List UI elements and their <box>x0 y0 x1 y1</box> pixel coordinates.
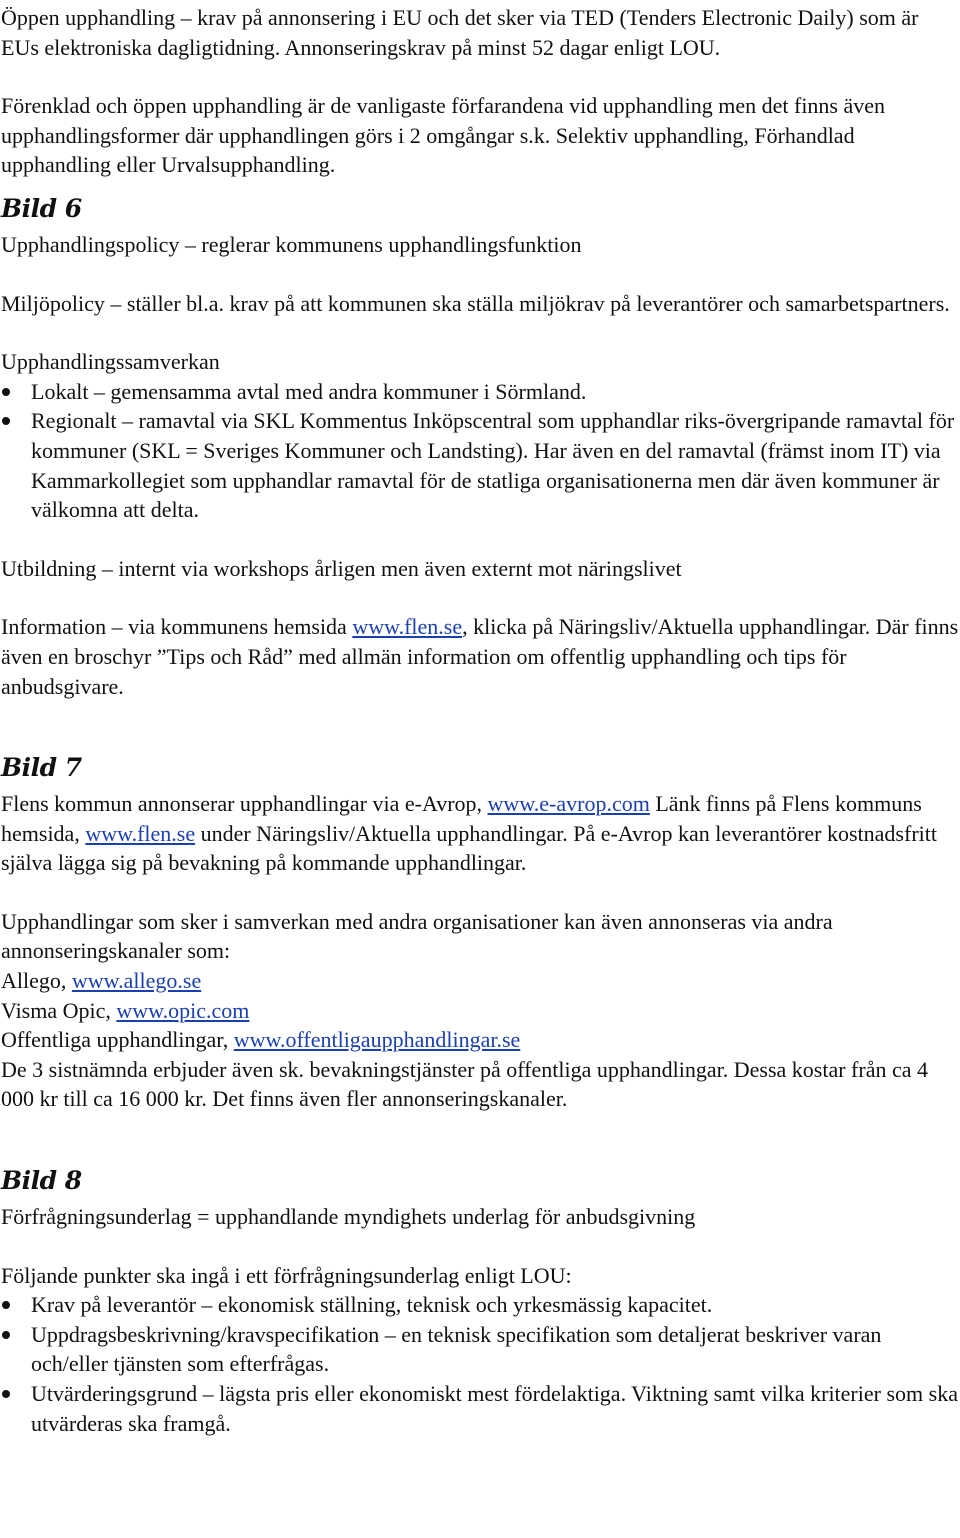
heading-bild-8: Bild 8 <box>1 1166 82 1196</box>
document-page <box>1 3 959 1438</box>
samverkan-list <box>1 377 959 525</box>
channel-label: Allego, <box>1 968 72 994</box>
paragraph-information <box>1 612 959 701</box>
heading-bild-7: Bild 7 <box>1 753 82 783</box>
e-avrop-text-end: under Näringsliv/Aktuella upphandlingar. På e-Avrop kan leverantörer kostnadsfritt själva lägga sig på bevakning på kommande upphandlingar. <box>1 820 937 876</box>
link-flen[interactable]: www.flen.se <box>352 614 463 640</box>
list-item-text: Utvärderingsgrund – lägsta pris eller ekonomiskt mest fördelaktiga. Viktning samt vilka kriterier som ska utvärderas ska framgå. <box>31 1381 958 1436</box>
paragraph-forfragningsunderlag: Förfrågningsunderlag = upphandlande myndighets underlag för anbudsgivning <box>1 1204 696 1230</box>
bullet-icon <box>2 1301 10 1309</box>
list-item <box>1 377 959 407</box>
list-item-text: Regionalt – ramavtal via SKL Kommentus Inköpscentral som upphandlar riks-övergripande ramavtal för kommuner (SKL = Sveriges Kommuner och Landsting). Har även en del ramavtal (främst inom IT) via Kammarkollegiet som upphandlar ramavtal för de statliga organisationerna men där även kommuner är välkomna att delta. <box>31 408 955 523</box>
bullet-icon <box>2 417 10 425</box>
list-item <box>1 1320 959 1379</box>
channel-offentliga <box>1 1025 959 1055</box>
paragraph-e-avrop <box>1 789 959 878</box>
link-opic[interactable]: www.opic.com <box>116 997 250 1023</box>
list-item <box>1 406 959 524</box>
channel-label: Offentliga upphandlingar, <box>1 1027 234 1053</box>
link-flen-2[interactable]: www.flen.se <box>85 820 196 846</box>
information-text: Information – via kommunens hemsida <box>1 614 353 640</box>
e-avrop-text-middle: Länk finns på Flens kommuns hemsida, <box>1 791 922 846</box>
link-allego[interactable]: www.allego.se <box>71 968 202 994</box>
paragraph-utbildning: Utbildning – internt via workshops årligen men även externt mot näringslivet <box>1 555 682 581</box>
channel-allego <box>1 966 959 996</box>
list-item-text: Uppdragsbeskrivning/kravspecifikation – en teknisk specifikation som detaljerat beskriver varan och/eller tjänsten som efterfrågas. <box>31 1321 882 1377</box>
heading-bild-6: Bild 6 <box>1 193 82 223</box>
paragraph-bevakningstjanster: De 3 sistnämnda erbjuder även sk. bevakningstjänster på offentliga upphandlingar. Dessa kostar från ca 4 000 kr till ca 16 000 kr. Det finns även fler annonseringskanaler. <box>1 1056 928 1112</box>
link-e-avrop[interactable]: www.e-avrop.com <box>487 791 650 817</box>
lou-list <box>1 1290 959 1438</box>
paragraph-samverkan-heading: Upphandlingssamverkan <box>1 349 220 375</box>
bullet-icon <box>2 1331 10 1339</box>
e-avrop-text: Flens kommun annonserar upphandlingar via e-Avrop, <box>1 791 488 817</box>
paragraph-miljopolicy: Miljöpolicy – ställer bl.a. krav på att kommunen ska ställa miljökrav på leverantörer och samarbetspartners. <box>1 290 950 316</box>
paragraph-annonseringskanaler: Upphandlingar som sker i samverkan med andra organisationer kan även annonseras via andra annonseringskanaler som: <box>1 908 833 964</box>
paragraph-oppen-upphandling: Öppen upphandling – krav på annonsering i EU och det sker via TED (Tenders Electronic Daily) som är EUs elektroniska dagligtidning. Annonseringskrav på minst 52 dagar enligt LOU. <box>1 5 919 60</box>
channel-label: Visma Opic, <box>1 997 117 1023</box>
list-item-text: Lokalt – gemensamma avtal med andra kommuner i Sörmland. <box>31 378 587 404</box>
list-item-text: Krav på leverantör – ekonomisk ställning, teknisk och yrkesmässig kapacitet. <box>31 1292 713 1318</box>
bullet-icon <box>2 388 10 396</box>
link-offentligaupphandlingar[interactable]: www.offentligaupphandlingar.se <box>233 1027 521 1053</box>
information-text-after: , klicka på Näringsliv/Aktuella upphandlingar. Där finns även en broschyr ”Tips och Råd” med allmän information om offentlig upphandling och tips för anbudsgivare. <box>1 614 959 699</box>
paragraph-upphandlingspolicy: Upphandlingspolicy – reglerar kommunens upphandlingsfunktion <box>1 231 582 257</box>
channel-opic <box>1 996 959 1026</box>
list-item <box>1 1379 959 1438</box>
bullet-icon <box>2 1390 10 1398</box>
list-item <box>1 1290 959 1320</box>
paragraph-forenklad: Förenklad och öppen upphandling är de vanligaste förfarandena vid upphandling men det finns även upphandlingsformer där upphandlingen görs i 2 omgångar s.k. Selektiv upphandling, Förhandlad upphandling eller Urvalsupphandling. <box>1 93 886 178</box>
paragraph-foljande-punkter: Följande punkter ska ingå i ett förfrågningsunderlag enligt LOU: <box>1 1262 572 1288</box>
